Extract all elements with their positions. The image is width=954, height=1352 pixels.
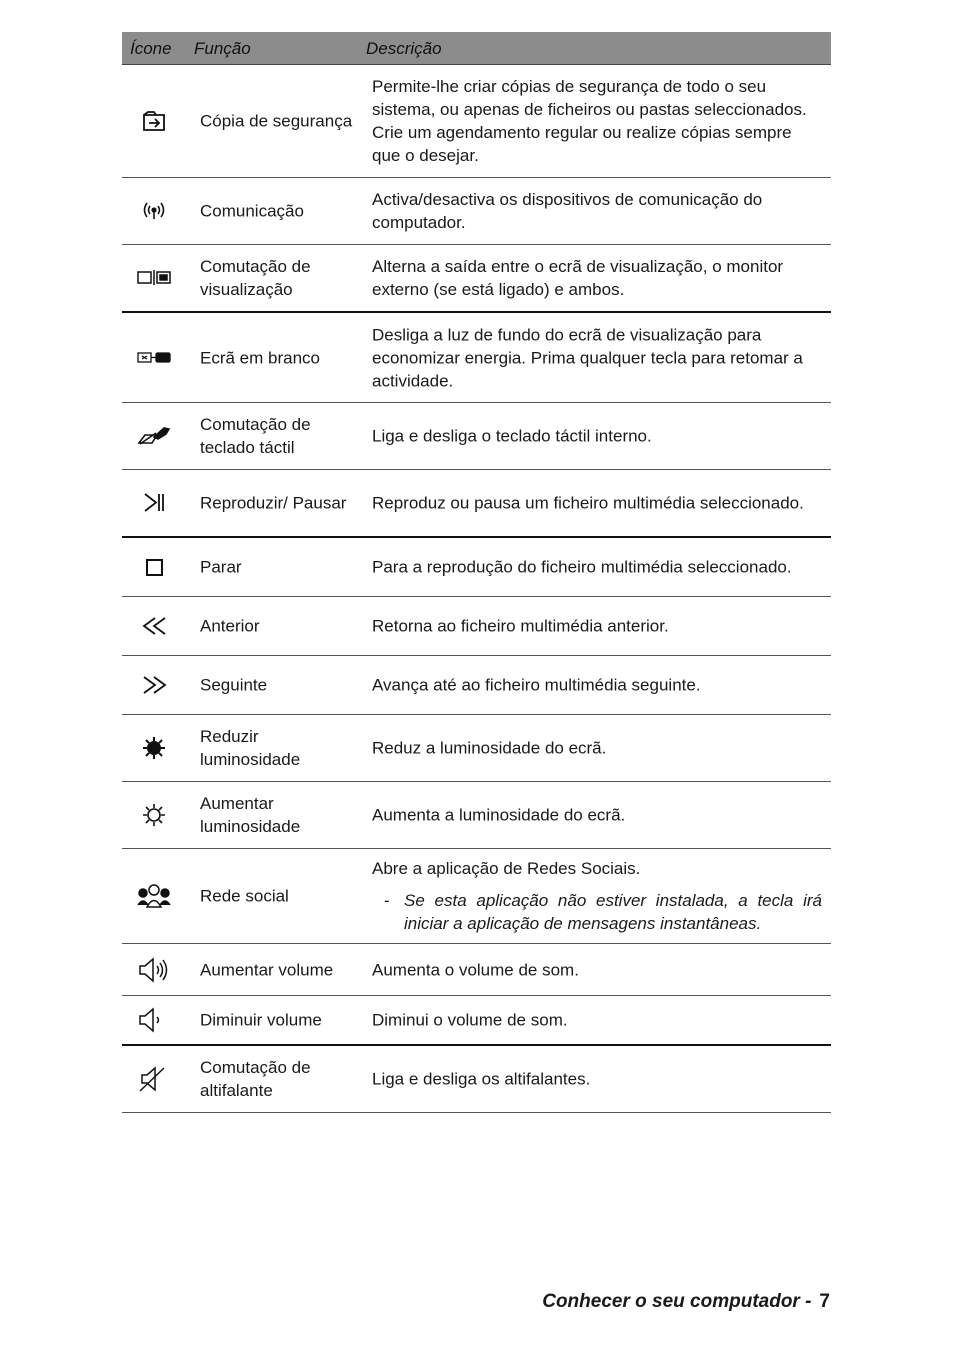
header-icon: Ícone xyxy=(130,39,172,58)
function-key-table xyxy=(122,32,831,1113)
table-row xyxy=(122,849,831,944)
function-label: Comunicação xyxy=(200,201,304,221)
description-text: Activa/desactiva os dispositivos de comunicação do computador. xyxy=(372,190,763,232)
volume-up-icon xyxy=(136,955,172,985)
description-text: Para a reprodução do ficheiro multimédia seleccionado. xyxy=(372,557,792,577)
function-label: Cópia de segurança xyxy=(200,111,353,131)
volume-down-icon xyxy=(136,1005,172,1035)
function-label: Rede social xyxy=(200,886,289,906)
stop-icon xyxy=(136,552,172,582)
footer-title: Conhecer o seu computador - xyxy=(542,1291,812,1312)
description-text: Avança até ao ficheiro multimédia seguinte. xyxy=(372,675,701,695)
function-label: Comutação de altifalante xyxy=(200,1058,311,1100)
function-label: Aumentar volume xyxy=(200,960,334,979)
table-row xyxy=(122,403,831,470)
function-label: Comutação de visualização xyxy=(200,257,311,299)
description-text: Liga e desliga o teclado táctil interno. xyxy=(372,426,652,446)
description-text: Aumenta o volume de som. xyxy=(372,960,579,979)
description-text: Permite-lhe criar cópias de segurança de todo o seu sistema, ou apenas de ficheiros ou pastas seleccionados. Crie um agendamento regular ou realize cópias sempre que o desejar. xyxy=(372,77,807,165)
header-description: Descrição xyxy=(366,39,442,58)
function-label: Reduzir luminosidade xyxy=(200,727,301,769)
wireless-icon xyxy=(136,196,172,226)
table-row xyxy=(122,313,831,403)
function-label: Ecrã em branco xyxy=(200,348,320,367)
screen-blank-icon xyxy=(136,343,172,373)
function-label: Seguinte xyxy=(200,675,268,695)
page-footer xyxy=(420,1291,830,1313)
function-label: Aumentar luminosidade xyxy=(200,794,301,836)
description-note xyxy=(372,889,822,935)
previous-icon xyxy=(136,611,172,641)
table-row xyxy=(122,656,831,715)
backup-icon xyxy=(136,106,172,136)
description-text: Alterna a saída entre o ecrã de visualização, o monitor externo (se está ligado) e ambos. xyxy=(372,257,784,299)
description-text: Liga e desliga os altifalantes. xyxy=(372,1069,591,1089)
table-row xyxy=(122,996,831,1046)
display-toggle-icon xyxy=(136,263,172,293)
function-label: Anterior xyxy=(200,616,260,636)
function-label: Parar xyxy=(200,557,242,577)
header-function: Função xyxy=(194,39,251,58)
table-row xyxy=(122,1046,831,1113)
table-row xyxy=(122,782,831,849)
table-row xyxy=(122,65,831,178)
table-row xyxy=(122,178,831,245)
social-network-icon xyxy=(136,881,172,911)
description-text: Aumenta a luminosidade do ecrã. xyxy=(372,805,626,825)
description-text: Desliga a luz de fundo do ecrã de visualização para economizar energia. Prima qualquer tecla para retomar a actividade. xyxy=(372,325,803,390)
speaker-toggle-icon xyxy=(136,1064,172,1094)
note-dash: - xyxy=(384,891,390,910)
description-text: Reduz a luminosidade do ecrã. xyxy=(372,738,607,758)
table-row xyxy=(122,470,831,538)
table-row xyxy=(122,538,831,597)
function-label: Reproduzir/ Pausar xyxy=(200,493,347,513)
brightness-up-icon xyxy=(136,800,172,830)
table-row xyxy=(122,944,831,996)
table-row xyxy=(122,597,831,656)
description-text xyxy=(372,857,822,935)
function-label: Comutação de teclado táctil xyxy=(200,415,311,457)
description-main: Abre a aplicação de Redes Sociais. xyxy=(372,859,641,878)
function-label: Diminuir volume xyxy=(200,1010,322,1030)
table-header xyxy=(122,32,831,65)
touchpad-toggle-icon xyxy=(136,421,172,451)
brightness-down-icon xyxy=(136,733,172,763)
description-text: Retorna ao ficheiro multimédia anterior. xyxy=(372,616,669,636)
table-row xyxy=(122,245,831,313)
description-text: Diminui o volume de som. xyxy=(372,1010,568,1030)
next-icon xyxy=(136,670,172,700)
table-row xyxy=(122,715,831,782)
note-text: Se esta aplicação não estiver instalada, a tecla irá iniciar a aplicação de mensagens instantâneas. xyxy=(404,891,822,933)
description-text: Reproduz ou pausa um ficheiro multimédia seleccionado. xyxy=(372,493,804,513)
page-number: 7 xyxy=(819,1291,830,1312)
play-pause-icon xyxy=(136,488,172,518)
